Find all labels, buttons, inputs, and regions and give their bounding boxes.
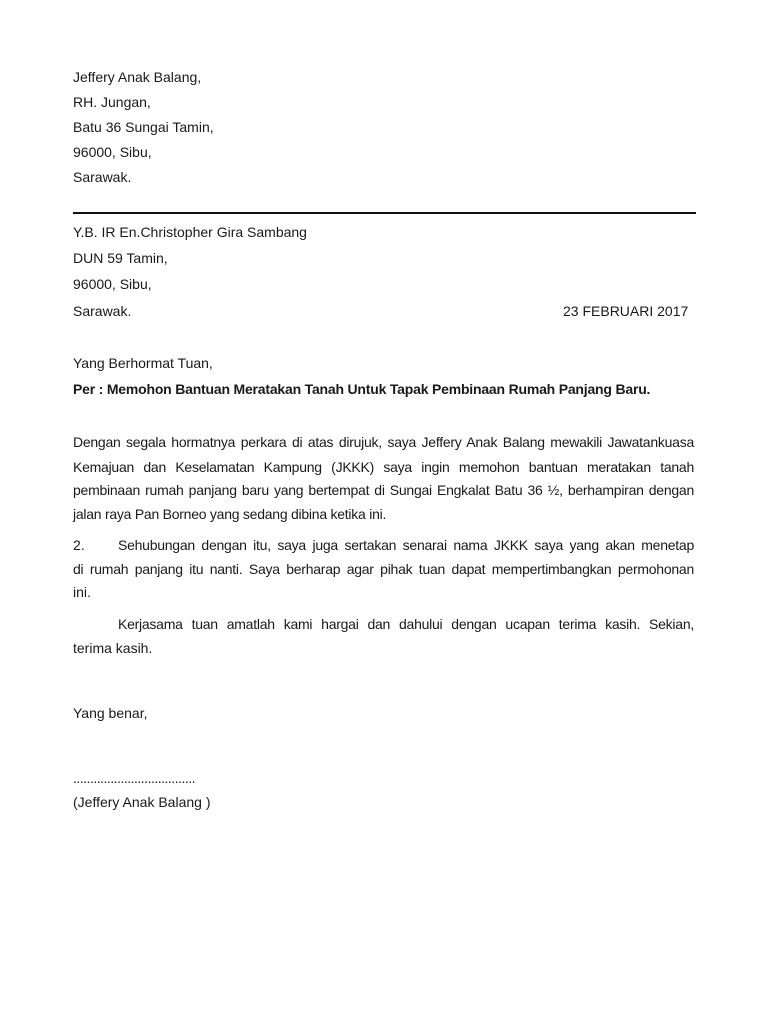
divider xyxy=(73,212,696,214)
subject-line: Per : Memohon Bantuan Meratakan Tanah Untuk Tapak Pembinaan Rumah Panjang Baru. xyxy=(73,381,651,397)
sender-line: Batu 36 Sungai Tamin, xyxy=(73,119,214,135)
recipient-line: 96000, Sibu, xyxy=(73,276,152,292)
sender-line: Sarawak. xyxy=(73,169,132,185)
recipient-line: DUN 59 Tamin, xyxy=(73,250,168,266)
text-line: terima kasih. xyxy=(73,640,153,656)
recipient-line: Y.B. IR En.Christopher Gira Sambang xyxy=(73,224,307,240)
salutation: Yang Berhormat Tuan, xyxy=(73,355,213,371)
text-line: ini. xyxy=(73,584,91,600)
sender-line: RH. Jungan, xyxy=(73,94,151,110)
sender-line: 96000, Sibu, xyxy=(73,144,152,160)
recipient-line: Sarawak. xyxy=(73,303,132,319)
signer-name: (Jeffery Anak Balang ) xyxy=(73,794,211,810)
sender-line: Jeffery Anak Balang, xyxy=(73,69,202,85)
text-line: jalan raya Pan Borneo yang sedang dibina ketika ini. xyxy=(73,506,387,522)
text-line: Kerjasama tuan amatlah kami hargai dan dahului dengan ucapan terima kasih. Sekian, xyxy=(118,616,694,632)
text-line: Sehubungan dengan itu, saya juga sertakan senarai nama JKKK saya yang akan menetap xyxy=(118,537,694,553)
paragraph-number: 2. xyxy=(73,537,85,553)
signature-line: .................................... xyxy=(73,770,196,786)
text-line: di rumah panjang itu nanti. Saya berharap agar pihak tuan dapat mempertimbangkan permohonan xyxy=(73,561,694,577)
letter-date: 23 FEBRUARI 2017 xyxy=(563,303,689,319)
text-line: pembinaan rumah panjang baru yang bertempat di Sungai Engkalat Batu 36 ½, berhampiran dengan xyxy=(73,482,694,498)
closing: Yang benar, xyxy=(73,705,148,721)
text-line: Kemajuan dan Keselamatan Kampung (JKKK) saya ingin memohon bantuan meratakan tanah xyxy=(73,459,694,475)
text-line: Dengan segala hormatnya perkara di atas dirujuk, saya Jeffery Anak Balang mewakili Jawatankuasa xyxy=(73,434,694,450)
